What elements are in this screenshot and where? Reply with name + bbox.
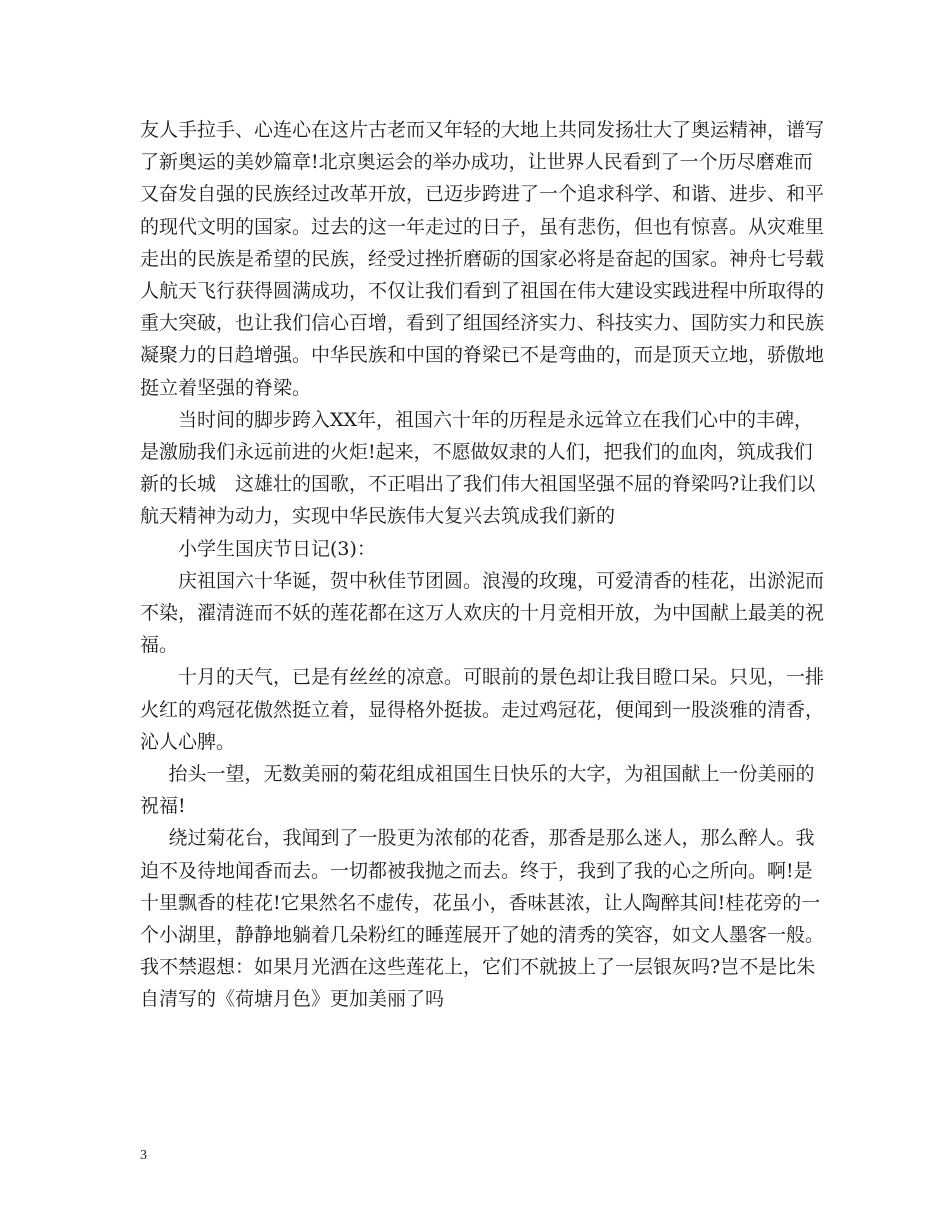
page-number: 3 <box>140 1148 147 1163</box>
paragraph-national-anthem: 当时间的脚步跨入XX年，祖国六十年的历程是永远耸立在我们心中的丰碑，是激励我们永远前进的火炬!起来，不愿做奴隶的人们，把我们的血肉，筑成我们新的长城 这雄壮的国歌，不正唱出了我们伟大祖国坚强不屈的脊梁吗?让我们以航天精神为动力，实现中华民族伟大复兴去筑成我们新的 <box>140 408 816 528</box>
paragraph-october-weather: 十月的天气，已是有丝丝的凉意。可眼前的景色却让我目瞪口呆。只见，一排火红的鸡冠花傲然挺立着，显得格外挺拔。走过鸡冠花，便闻到一股淡雅的清香，沁人心脾。 <box>140 666 825 753</box>
paragraph-chrysanthemum: 抬头一望，无数美丽的菊花组成祖国生日快乐的大字，为祖国献上一份美丽的祝福! <box>140 763 815 818</box>
paragraph-celebration: 庆祖国六十华诞，贺中秋佳节团圆。浪漫的玫瑰，可爱清香的桂花，出淤泥而不染，濯清涟而不妖的莲花都在这万人欢庆的十月竞相开放，为中国献上最美的祝福。 <box>140 569 825 657</box>
body-text <box>140 114 830 1016</box>
section-heading-diary-3: 小学生国庆节日记(3)： <box>178 537 376 560</box>
paragraph-olympics: 友人手拉手、心连心在这片古老而又年轻的大地上共同发扬壮大了奥运精神，谱写了新奥运的美妙篇章!北京奥运会的举办成功，让世界人民看到了一个历尽磨难而又奋发自强的民族经过改革开放，已迈步跨进了一个追求科学、和谐、进步、和平的现代文明的国家。过去的这一年走过的日子，虽有悲伤，但也有惊喜。从灾难里走出的民族是希望的民族，经受过挫折磨砺的国家必将是奋起的国家。神舟七号载人航天飞行获得圆满成功，不仅让我们看到了祖国在伟大建设实践进程中所取得的重大突破，也让我们信心百增，看到了组国经济实力、科技实力、国防实力和民族凝聚力的日趋增强。中华民族和中国的脊梁已不是弯曲的，而是顶天立地，骄傲地挺立着坚强的脊梁。 <box>140 119 825 399</box>
paragraph-osmanthus: 绕过菊花台，我闻到了一股更为浓郁的花香，那香是那么迷人，那么醉人。我迫不及待地闻香而去。一切都被我抛之而去。终于，我到了我的心之所向。啊!是十里飘香的桂花!它果然名不虚传，花虽小，香味甚浓，让人陶醉其间!桂花旁的一个小湖里，静静地躺着几朵粉红的睡莲展开了她的清秀的笑容，如文人墨客一般。我不禁遐想：如果月光洒在这些莲花上，它们不就披上了一层银灰吗?岂不是比朱自清写的《荷塘月色》更加美丽了吗 <box>140 827 825 1011</box>
